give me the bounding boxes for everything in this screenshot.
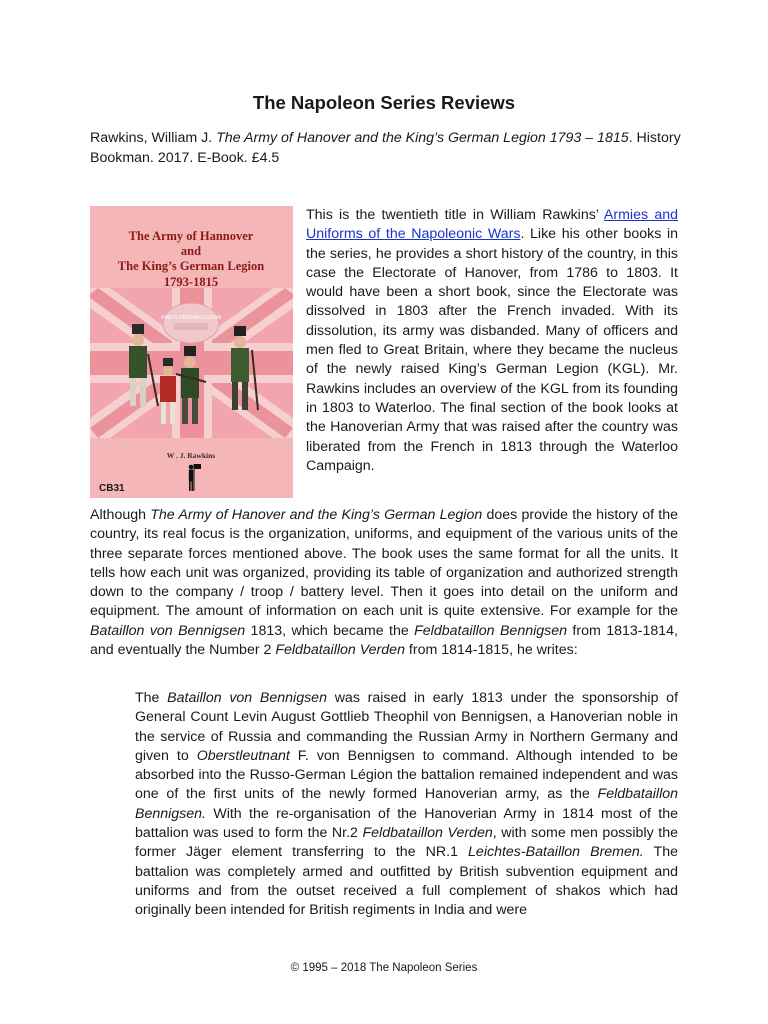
book-citation: Rawkins, William J. The Army of Hanover and the King’s German Legion 1793 – 1815. History Bookman. 2017. E-Book. £4.5 — [90, 130, 681, 166]
citation-author: Rawkins, William J. — [90, 130, 213, 146]
page-title: The Napoleon Series Reviews — [252, 92, 516, 113]
book-cover-image — [90, 206, 293, 498]
citation-book-title: The Army of Hanover and the King’s German Legion 1793 – 1815 — [216, 130, 629, 146]
cover-title-line3: The King’s German Legion — [117, 259, 265, 273]
cover-author: W . J. Rawkins — [166, 451, 216, 460]
body-paragraph: Although The Army of Hanover and the King’s German Legion does provide the history of the country, its real focus is the organization, uniforms, and equipment of the various units of the three separate forces mentioned above. The book uses the same format for all the units. It tells how each unit was organized, providing its table of organization and authorized strength down to the company / troop / battery level. Then it goes into detail on the uniform and equipment. The amount of information on each unit is quite extensive. For example for the Bataillon von Bennigsen 1813, which became the Feldbataillon Bennigsen from 1813-1814, and eventually the Number 2 Feldbataillon Verden from 1814-1815, he writes: — [90, 507, 678, 659]
cover-title-line1: The Army of Hannover — [128, 229, 254, 243]
cover-title-line2: and — [180, 244, 202, 258]
intro-paragraph: This is the twentieth title in William Rawkins’ Armies and Uniforms of the Napoleonic Wars. Like his other books in the series, he provides a short history of the country, in this case the Electorate of Hanover, from 1786 to 1803. It would have been a short book, since the Electorate was dissolved in 1803 after the French invaded. With its dissolution, its army was disbanded. Many of officers and men fled to Great Britain, where they became the nucleus of the newly raised King’s German Legion (KGL). Mr. Rawkins includes an overview of the KGL from its founding in 1803 to Waterloo. The final section of the book looks at the Hanoverian Army that was raised after the country was liberated from the French in 1813 through the Waterloo Campaign. — [306, 207, 678, 474]
cover-series-code: CB31 — [99, 483, 125, 494]
citation-publisher: History Bookman. 2017. E-Book. £4.5 — [90, 130, 681, 166]
copyright-footer: © 1995 – 2018 The Napoleon Series — [290, 962, 478, 974]
block-quote: The Bataillon von Bennigsen was raised in early 1813 under the sponsorship of General Count Levin August Gottlieb Theophil von Bennigsen, a Hanoverian noble in the service of Russia and commanding the Russian Army in Northern Germany and given to Oberstleutnant F. von Bennigsen to command. Although intended to be absorbed into the Russo-German Légion the battalion remained independent and was one of the first units of the newly formed Hanoverian army, as the Feldbataillon Bennigsen. With the re-organisation of the Hanoverian Army in 1814 most of the battalion was used to form the Nr.2 Feldbataillon Verden, with some men possibly the former Jäger element transferring to the NR.1 Leichtes-Bataillon Bremen. The battalion was completely armed and outfitted by British subvention equipment and uniforms and from the outset received a full complement of shakos which had originally been intended for British regiments in India and were — [135, 690, 679, 919]
cover-title-line4: 1793-1815 — [163, 275, 219, 289]
cover-badge-text: KING’S GERMAN LEGION — [160, 315, 222, 321]
series-link[interactable]: Armies and Uniforms of the Napoleonic Wars — [306, 207, 678, 243]
